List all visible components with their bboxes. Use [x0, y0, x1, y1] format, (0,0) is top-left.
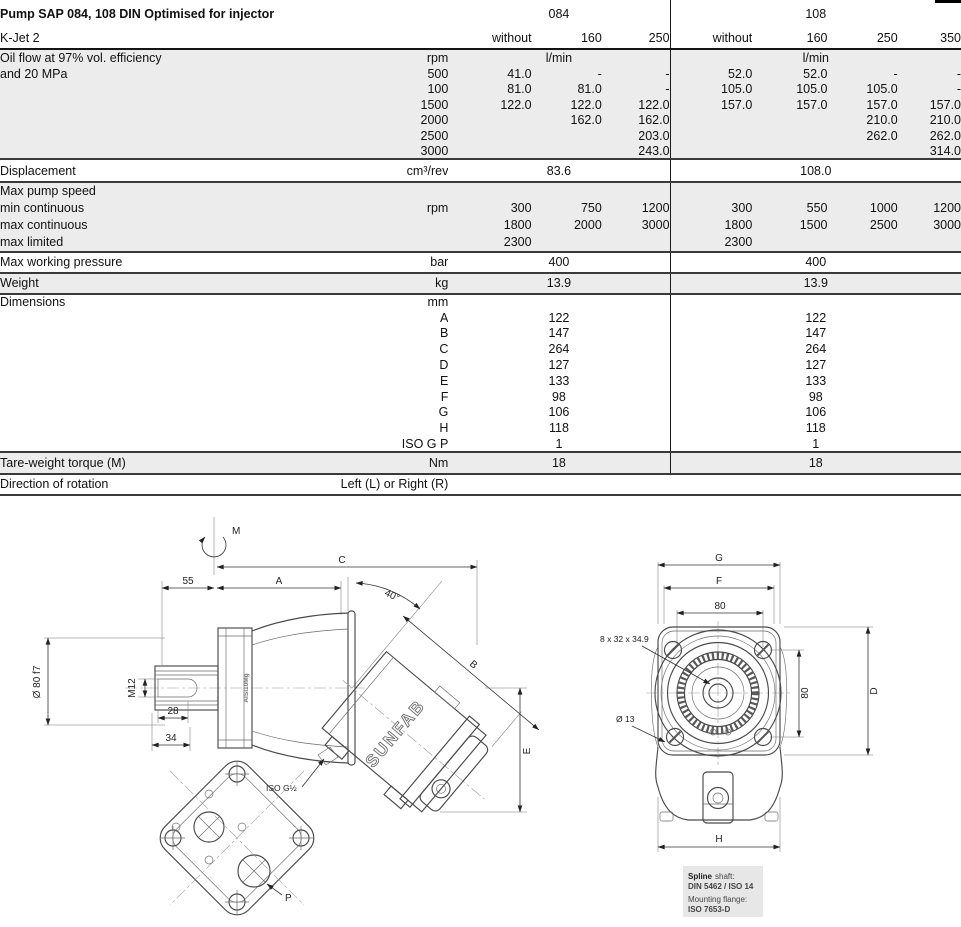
- spec-cell: 2000: [301, 113, 448, 129]
- rotation-arrow-icon: [202, 517, 226, 575]
- dim-label-a: A: [275, 576, 283, 587]
- spec-cell: 314.0: [898, 144, 961, 160]
- spec-cell: -: [898, 66, 961, 82]
- spec-cell: 105.0: [828, 82, 898, 98]
- spec-cell: 100: [301, 82, 448, 98]
- dim-label-c: C: [338, 555, 346, 566]
- spec-cell: 18: [448, 452, 670, 474]
- spec-cell: [602, 234, 670, 252]
- spec-cell: [532, 128, 602, 144]
- spec-row: [0, 128, 961, 144]
- spec-cell: 83.6: [448, 159, 670, 182]
- spec-cell: 3000: [602, 217, 670, 235]
- spec-cell: 122.0: [532, 97, 602, 113]
- spec-cell: [448, 474, 670, 495]
- spec-cell: [0, 389, 301, 405]
- spec-cell: 2000: [532, 217, 602, 235]
- note-flange-title: Mounting flange:: [688, 895, 748, 904]
- spec-cell: [670, 128, 752, 144]
- spec-cell: ISO G P: [401, 436, 449, 451]
- dim-label-80-top: 80: [714, 601, 726, 612]
- spec-cell: 2300: [670, 234, 752, 252]
- spec-cell: A: [440, 310, 449, 325]
- spec-cell: 133: [548, 373, 570, 388]
- spec-cell: 2300: [448, 234, 531, 252]
- spec-cell: [898, 234, 961, 252]
- spec-cell: -: [602, 82, 670, 98]
- spec-cell: [0, 326, 301, 342]
- spec-cell: [301, 182, 448, 199]
- spec-cell: 105.0: [670, 82, 752, 98]
- spec-row: [0, 217, 961, 235]
- page-title: Pump SAP 084, 108 DIN Optimised for injector: [0, 6, 275, 21]
- spec-cell: 210.0: [828, 113, 898, 129]
- spec-row: [0, 294, 961, 310]
- spec-row: [0, 0, 961, 27]
- cast-alloy-marking: AlSi10Mg: [243, 673, 250, 703]
- spec-cell: 81.0: [448, 82, 531, 98]
- spec-cell: 122.0: [602, 97, 670, 113]
- group-header-084: 084: [548, 6, 570, 21]
- spec-cell: 122.0: [448, 97, 531, 113]
- spec-cell: 1800: [670, 217, 752, 235]
- pressure-port-label: P: [285, 893, 292, 904]
- direction-value: Left (L) or Right (R): [301, 474, 448, 495]
- spec-cell: [670, 294, 961, 310]
- dim-label-m12: M12: [127, 678, 138, 698]
- spec-row: [0, 326, 961, 342]
- spec-cell: 52.0: [752, 66, 827, 82]
- spec-cell: 250: [876, 30, 898, 45]
- spec-cell: [0, 144, 301, 160]
- spec-row: [0, 310, 961, 326]
- spec-cell: [448, 182, 670, 199]
- spec-cell: 13.9: [670, 273, 961, 294]
- dim-label-f: F: [715, 576, 723, 587]
- spec-cell: max continuous: [0, 217, 301, 235]
- spec-row: [0, 373, 961, 389]
- spec-cell: l/min: [448, 49, 670, 66]
- spec-cell: 2500: [828, 217, 898, 235]
- spec-cell: Displacement: [0, 159, 301, 182]
- spec-cell: 262.0: [898, 128, 961, 144]
- pump-angled-body: [304, 603, 550, 846]
- spec-row: [0, 97, 961, 113]
- spec-cell: [532, 234, 602, 252]
- note-spline-standard: DIN 5462 / ISO 14: [688, 882, 754, 891]
- spec-cell: [752, 144, 827, 160]
- spec-cell: -: [532, 66, 602, 82]
- spec-cell: G: [438, 405, 449, 420]
- spec-cell: 81.0: [532, 82, 602, 98]
- brand-logo: SUNFAB: [361, 696, 429, 772]
- spec-cell: [670, 113, 752, 129]
- spec-cell: 210.0: [898, 113, 961, 129]
- note-spline-title: Spline: [688, 872, 713, 881]
- spec-cell: 52.0: [670, 66, 752, 82]
- spec-cell: 160: [580, 30, 602, 45]
- spec-cell: 1200: [602, 199, 670, 217]
- dim-label-e: E: [522, 747, 533, 755]
- spec-cell: 1200: [898, 199, 961, 217]
- spec-cell: 157.0: [752, 97, 827, 113]
- spec-row: [0, 199, 961, 217]
- spec-cell: [828, 234, 898, 252]
- spec-row: [0, 159, 961, 182]
- spec-cell: 147: [548, 326, 570, 341]
- spec-cell: 400: [448, 252, 670, 273]
- spec-cell: [301, 234, 448, 252]
- spec-cell: 250: [648, 30, 670, 45]
- spec-cell: 127: [548, 358, 570, 373]
- spec-cell: 157.0: [828, 97, 898, 113]
- spec-cell: 262.0: [828, 128, 898, 144]
- spec-cell: B: [440, 326, 449, 341]
- dim-label-dia80: Ø 80 f7: [32, 665, 43, 699]
- dim-label-34: 34: [165, 733, 177, 744]
- spec-cell: max limited: [0, 234, 301, 252]
- spec-cell: 264: [670, 341, 961, 357]
- spec-row: [0, 144, 961, 160]
- spec-cell: [448, 294, 670, 310]
- spec-cell: 133: [670, 373, 961, 389]
- spec-row: [0, 27, 961, 49]
- spec-cell: bar: [301, 252, 448, 273]
- spec-cell: [752, 234, 827, 252]
- spec-cell: 127: [670, 357, 961, 373]
- spec-cell: 147: [670, 326, 961, 342]
- spec-cell: 3000: [301, 144, 448, 160]
- spec-cell: [752, 113, 827, 129]
- spec-cell: Weight: [0, 273, 301, 294]
- spec-cell: [828, 144, 898, 160]
- spec-cell: 1500: [752, 217, 827, 235]
- bolt-hole-dia-label: Ø 13: [616, 714, 635, 724]
- spec-cell: 157.0: [670, 97, 752, 113]
- spec-cell: 41.0: [448, 66, 531, 82]
- spec-row: [0, 66, 961, 82]
- spec-cell: [0, 373, 301, 389]
- spec-row: [0, 436, 961, 452]
- spec-row: [0, 405, 961, 421]
- spec-cell: [0, 82, 301, 98]
- port-face-view: [154, 755, 321, 922]
- spec-cell: 157.0: [898, 97, 961, 113]
- spec-cell: 122: [670, 310, 961, 326]
- spec-cell: [670, 144, 752, 160]
- spec-cell: 350: [940, 30, 961, 45]
- spec-cell: Dimensions: [0, 294, 301, 310]
- spec-row: [0, 357, 961, 373]
- note-flange-standard: ISO 7653-D: [688, 905, 731, 914]
- spec-cell: E: [440, 373, 449, 388]
- dim-label-m: M: [232, 526, 241, 537]
- spec-cell: 118: [548, 421, 569, 436]
- spec-row: [0, 49, 961, 66]
- note-spline-rest: shaft:: [715, 872, 735, 881]
- dim-label-80-right: 80: [800, 687, 811, 699]
- spec-cell: 243.0: [602, 144, 670, 160]
- spec-cell: 98: [551, 389, 566, 404]
- spec-cell: 750: [532, 199, 602, 217]
- spec-cell: 264: [548, 342, 570, 357]
- spec-cell: [0, 310, 301, 326]
- spec-cell: 1500: [301, 97, 448, 113]
- spec-cell: Direction of rotation: [0, 474, 301, 495]
- spec-cell: Tare-weight torque (M): [0, 452, 301, 474]
- spec-cell: 162.0: [602, 113, 670, 129]
- spec-cell: 162.0: [532, 113, 602, 129]
- spec-cell: cm³/rev: [301, 159, 448, 182]
- spec-cell: [0, 341, 301, 357]
- spec-cell: 3000: [898, 217, 961, 235]
- spec-cell: C: [439, 342, 449, 357]
- spec-cell: [301, 217, 448, 235]
- spec-cell: [0, 357, 301, 373]
- spec-cell: [0, 436, 301, 452]
- spec-cell: H: [439, 421, 449, 436]
- spec-cell: and 20 MPa: [0, 66, 301, 82]
- pump-front-view-drawing: [592, 552, 902, 927]
- spec-row: [0, 273, 961, 294]
- spec-cell: Max working pressure: [0, 252, 301, 273]
- spec-row: [0, 82, 961, 98]
- spec-row: [0, 341, 961, 357]
- spec-cell: 203.0: [602, 128, 670, 144]
- mounting-flange: [646, 621, 792, 765]
- lower-housing: [656, 747, 783, 823]
- spec-cell: 1: [555, 436, 563, 451]
- dim-label-28: 28: [167, 706, 179, 717]
- spec-cell: 550: [752, 199, 827, 217]
- spec-cell: 160: [806, 30, 828, 45]
- group-header-108: 108: [670, 0, 961, 27]
- spec-cell: [448, 113, 531, 129]
- spec-cell: 118: [670, 420, 961, 436]
- svg-text:Splineshaft:: [688, 872, 735, 881]
- spec-row: [0, 234, 961, 252]
- spec-cell: D: [439, 358, 449, 373]
- spec-cell: Nm: [301, 452, 448, 474]
- spec-row: [0, 182, 961, 199]
- spec-cell: [0, 420, 301, 436]
- spec-cell: -: [828, 66, 898, 82]
- dim-label-40deg: 40°: [382, 587, 402, 605]
- spec-cell: [448, 128, 531, 144]
- spec-cell: 300: [448, 199, 531, 217]
- spec-cell: 122: [548, 310, 570, 325]
- spec-row: [0, 452, 961, 474]
- spec-cell: 108.0: [670, 159, 961, 182]
- spec-cell: mm: [301, 294, 448, 310]
- spec-cell: 1000: [828, 199, 898, 217]
- spec-row: [0, 389, 961, 405]
- spec-cell: 106: [548, 405, 570, 420]
- spec-cell: 2500: [301, 128, 448, 144]
- dim-label-h: H: [715, 834, 723, 845]
- spec-cell: 300: [670, 199, 752, 217]
- spec-cell: rpm: [301, 199, 448, 217]
- spec-cell: [670, 182, 961, 199]
- note-box: [683, 866, 763, 917]
- spec-cell: 98: [670, 389, 961, 405]
- spec-cell: -: [602, 66, 670, 82]
- spec-cell: [752, 128, 827, 144]
- spec-row: [0, 252, 961, 273]
- port-thread-label: ISO G½: [266, 783, 297, 793]
- spec-cell: [0, 405, 301, 421]
- spec-cell: min continuous: [0, 199, 301, 217]
- subtitle: K-Jet 2: [0, 30, 40, 45]
- spec-cell: 1800: [448, 217, 531, 235]
- spec-cell: Max pump speed: [0, 182, 301, 199]
- spec-cell: Oil flow at 97% vol. efficiency: [0, 49, 301, 66]
- dim-label-d: D: [869, 687, 880, 695]
- pump-side-view-drawing: [30, 515, 560, 927]
- spec-cell: 400: [670, 252, 961, 273]
- spline-spec-label: 8 x 32 x 34.9: [600, 634, 649, 644]
- spec-cell: kg: [301, 273, 448, 294]
- dim-label-g: G: [715, 553, 723, 564]
- spec-cell: [0, 97, 301, 113]
- spec-cell: [670, 474, 961, 495]
- spec-cell: without: [670, 27, 752, 49]
- spec-row: [0, 113, 961, 129]
- spec-cell: 1: [670, 436, 961, 452]
- dim-label-b: B: [467, 658, 480, 672]
- spline-shaft: [155, 666, 218, 710]
- spec-cell: 500: [301, 66, 448, 82]
- spec-cell: [448, 144, 531, 160]
- spec-cell: F: [440, 389, 449, 404]
- spec-cell: l/min: [670, 49, 961, 66]
- spec-cell: 106: [670, 405, 961, 421]
- spec-row: [0, 474, 961, 495]
- spec-cell: rpm: [301, 49, 448, 66]
- spec-cell: 18: [670, 452, 961, 474]
- spec-cell: [532, 144, 602, 160]
- spec-cell: 13.9: [448, 273, 670, 294]
- spec-cell: 105.0: [752, 82, 827, 98]
- spec-row: [0, 420, 961, 436]
- spec-cell: [0, 128, 301, 144]
- spec-cell: without: [491, 30, 532, 45]
- spec-cell: -: [898, 82, 961, 98]
- spec-cell: [0, 113, 301, 129]
- dim-label-55: 55: [182, 576, 194, 587]
